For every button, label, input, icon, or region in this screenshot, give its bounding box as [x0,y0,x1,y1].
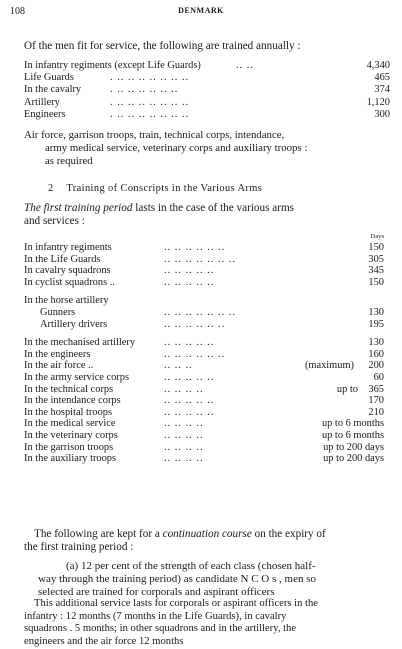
leader-dots: .. .. .. .. .. .. [164,318,226,330]
training-label: In the horse artillery [24,295,109,307]
paragraph-a-line: selected are trained for corporals and aspirant officers [38,586,275,599]
training-label: In the garrison troops [24,441,114,453]
training-label: In cavalry squadrons [24,265,111,277]
air-force-line: as required [45,154,93,167]
annual-row [24,84,390,96]
annual-row [24,109,390,121]
annual-value: 374 [374,84,390,96]
training-label: In infantry regiments [24,242,112,253]
first-period-italic: The first training period [24,202,133,214]
training-label: Gunners [40,306,76,318]
paragraph-a [26,560,388,600]
paragraph-a-line: (a) 12 per cent of the strength of each class (chosen half- [66,560,316,572]
days-column-header: Days [370,233,384,240]
section-title: Training of Conscripts in the Various Arms [66,183,263,194]
training-row [24,407,384,419]
annual-row [24,72,390,84]
following-paragraph [24,528,390,555]
training-label: Artillery drivers [40,318,108,330]
additional-line: engineers and the air force 12 months [24,636,184,648]
training-value: 150 [368,276,384,288]
annual-row [24,60,390,72]
leader-dots: . .. .. .. .. .. .. .. [110,108,190,120]
annual-label: In the cavalry [24,84,82,96]
leader-dots: .. .. .. .. .. .. [164,348,226,360]
training-value: up to 200 days [323,441,384,453]
training-label: In the air force .. [24,360,94,372]
annual-value: 300 [374,108,390,120]
leader-dots: .. .. .. .. [164,383,204,395]
training-row [24,453,384,465]
page-number: 108 [10,6,25,17]
training-value: up to 6 months [321,429,384,441]
training-label: In the mechanised artillery [24,337,136,349]
list-gap [24,330,384,337]
training-row [24,395,384,407]
training-row [24,295,384,307]
leader-dots: .. .. .. [164,360,193,372]
additional-service-paragraph [24,598,390,649]
training-row [24,254,384,266]
leader-dots: . .. .. .. .. .. .. [110,84,179,96]
training-row [24,242,384,254]
training-row [24,277,384,289]
training-value: up to 200 days [323,453,384,465]
list-gap [24,288,384,295]
leader-dots: .. .. .. .. [164,453,204,465]
annual-value: 465 [374,72,390,84]
annual-row [24,97,390,109]
leader-dots: .. .. [236,60,254,71]
training-label: In the auxiliary troops [24,453,117,465]
training-label: In cyclist squadrons .. [24,276,115,288]
training-value: 130 [368,337,384,349]
following-text: The following are kept for a [34,528,163,540]
first-period-paragraph [24,202,390,229]
running-title: DENMARK [178,6,224,15]
leader-dots: .. .. .. .. .. [164,337,215,349]
training-label: In the engineers [24,348,91,360]
training-row [24,349,384,361]
air-force-line: Air force, garrison troops, train, technical corps, intendance, [24,129,285,141]
additional-line: This additional service lasts for corporals or aspirant officers in the [34,598,318,609]
air-force-paragraph [24,129,390,168]
training-row [24,430,384,442]
training-row [24,337,384,349]
training-row [24,384,384,396]
annual-label: Artillery [24,96,60,108]
training-value: 60 [373,371,384,383]
annual-value: 1,120 [366,96,390,108]
training-row [24,319,384,331]
training-value: up to 6 months [321,418,384,430]
training-value: 200 [368,360,384,372]
additional-line: squadrons . 5 months; in other squadrons and in the artillery, the [24,623,297,635]
annual-label: Life Guards [24,72,74,84]
training-value: 210 [368,406,384,418]
section-heading [48,183,390,195]
additional-line: infantry : 12 months (7 months in the Life Guards), in cavalry [24,610,287,622]
leader-dots: . .. .. .. .. .. .. .. [110,96,190,108]
leader-dots: .. .. .. .. [164,429,204,441]
training-qualifier: (maximum) [304,360,354,372]
training-qualifier: up to [336,383,358,395]
annual-value: 4,340 [366,60,390,71]
training-row [24,442,384,454]
training-duration-list [24,242,384,465]
leader-dots: . .. .. .. .. .. .. .. [110,72,190,84]
page-header [10,6,392,20]
training-label: In the army service corps [24,371,130,383]
training-label: In the hospital troops [24,406,113,418]
training-label: In the veterinary corps [24,429,118,441]
training-label: In the Life Guards [24,253,101,265]
training-row [24,265,384,277]
training-label: In the technical corps [24,383,114,395]
training-value: 365 [368,383,384,395]
training-value: 195 [368,318,384,330]
leader-dots: .. .. .. .. .. .. [164,242,226,253]
annual-label: Engineers [24,108,66,120]
annual-label: In infantry regiments (except Life Guards) [24,60,201,71]
leader-dots: .. .. .. .. .. [164,265,215,277]
training-value: 170 [368,395,384,407]
training-value: 150 [368,242,384,253]
first-period-text: lasts in the case of the various arms [132,202,295,214]
annual-training-list [24,60,390,121]
section-number: 2 [48,183,54,194]
training-value: 130 [368,306,384,318]
following-text: on the expiry of [251,528,326,540]
training-value: 305 [368,253,384,265]
leader-dots: .. .. .. .. .. .. .. [164,253,236,265]
training-label: In the medical service [24,418,116,430]
leader-dots: .. .. .. .. .. [164,406,215,418]
leader-dots: .. .. .. .. [164,418,204,430]
training-row [24,418,384,430]
intro-sentence: Of the men fit for service, the following are trained annually : [24,40,301,52]
training-label: In the intendance corps [24,395,121,407]
continuation-course-italic: continuation course [162,528,252,540]
leader-dots: .. .. .. .. .. .. .. [164,306,236,318]
leader-dots: .. .. .. .. .. [164,395,215,407]
leader-dots: .. .. .. .. .. [164,371,215,383]
first-period-text-line2: and services : [24,215,85,228]
training-value: 345 [368,265,384,277]
training-row [24,372,384,384]
training-row [24,307,384,319]
paragraph-a-line: way through the training period) as candidate N C O s , men so [38,573,316,586]
training-row [24,360,384,372]
following-text-line2: the first training period : [24,541,134,554]
air-force-line: army medical service, veterinary corps and auxiliary troops : [45,141,308,154]
leader-dots: .. .. .. .. .. [164,276,215,288]
leader-dots: .. .. .. .. [164,441,204,453]
training-value: 160 [368,348,384,360]
